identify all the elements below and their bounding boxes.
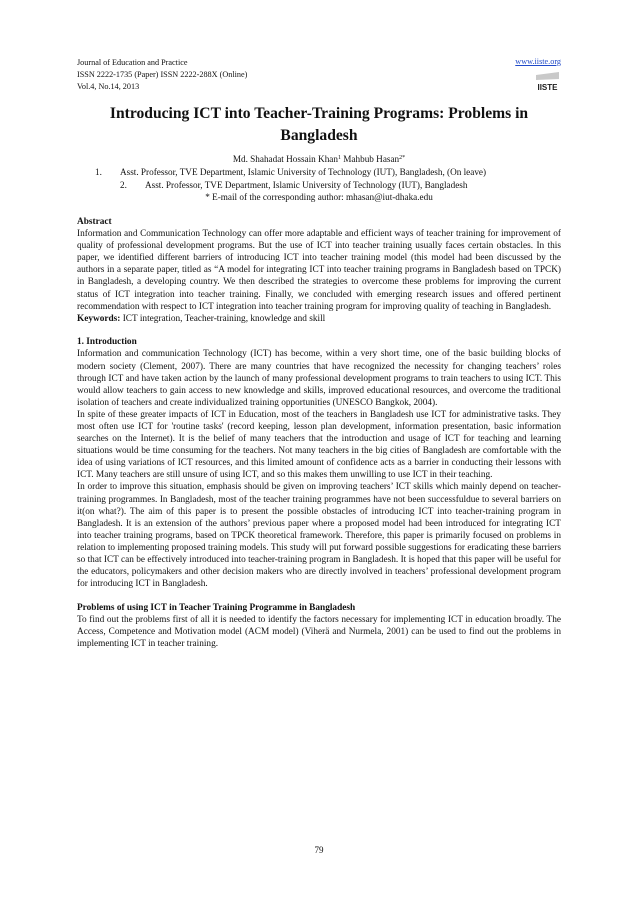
intro-paragraph-3: In order to improve this situation, emphasis should be given on improving teachers’ ICT skills which mainly depend on teacher-training programmes. In Bangladesh, most of the teacher training programmes have not been successfuldue to several barriers on it(on what?). The aim of this paper is to present the possible obstacles of introducing ICT into teacher-training program in Bangladesh. It is an extension of the authors’ previous paper where a proposed model had been introduced for integrating ICT into teacher training programs, based on TPCK theoretical framework. Therefore, this paper is primarily focused on problems in relation to implementing proposed training models. This study will put forward possible suggestions for eradicating these barriers so that ICT can be effectively introduced into teacher-training program in Bangladesh. It is hoped that this paper will be useful for the educators, policymakers and other decision makers who are directly involved in teachers’ professional development program for introducing ICT in Bangladesh. xyxy=(77,482,561,590)
problems-paragraph-1: To find out the problems first of all it is needed to identify the factors necessary for implementing ICT in education broadly. The Access, Competence and Motivation model (ACM model) (Viherä and Nurmela, 2001) can be used to find out the problems in implementing ICT in teacher training. xyxy=(77,614,561,650)
abstract-text: Information and Communication Technology can offer more adaptable and efficient ways of teacher training for improvement of quality of professional development programs. But the use of ICT into teacher training usually faces certain obstacles. In this paper, we identified different barriers of introducing ICT into teacher training model (this model had been discussed by the authors in a separate paper, titled as “A model for integrating ICT into teacher training programs in Bangladesh based on TPCK) in Bangladesh, a developing country. We then described the strategies to overcome these problems for improving the current status of ICT integration into teacher training. Finally, we concluded with emerging research issues and offered pertinent recommendation with respect to ICT integration into teacher training program for improving quality of teaching in Bangladesh. xyxy=(77,229,561,312)
intro-paragraph-1: Information and communication Technology (ICT) has become, within a very short time, one of the basic building blocks of modern society (Clement, 2007). There are many countries that have recognized the necessity for changing teachers’ roles through ICT and have taken action by the launch of many professional development programs to train teachers to using ICT. This would allow teachers to gain access to new knowledge and skills, improved educational resources, and overcome the traditional isolation of teachers and create individualized training opportunities (UNESCO Bangkok, 2004). xyxy=(77,349,561,408)
keywords-label: Keywords: xyxy=(77,313,121,324)
logo-text: IISTE xyxy=(537,83,558,92)
affiliation-1 xyxy=(95,166,486,179)
volume-line: Vol.4, No.14, 2013 xyxy=(77,82,140,92)
introduction-heading: 1. Introduction xyxy=(77,337,137,348)
running-header xyxy=(77,57,247,94)
paper-title xyxy=(70,103,568,146)
keywords-line xyxy=(77,313,561,325)
intro-paragraph-2: In spite of these greater impacts of ICT in Education, most of the teachers in Bangladesh use ICT for administrative tasks. They most often use ICT for 'routine tasks' (record keeping, lesson plan development, information presentation, basic information searches on the Internet). It is the belief of many teachers that the introduction and usage of ICT for teaching and learning situations would be time consuming for the teachers. Not many teachers in the big cities of Bangladesh are comfortable with the idea of using variations of ICT resources, and this limited amount of confidence acts as a barrier in conducting their lessons with ICT. Many teachers are still unsure of using ICT, and so this makes them unwilling to use ICT in their teaching. xyxy=(77,409,561,481)
author-1-mark: 1 xyxy=(337,155,341,161)
page-number: 79 xyxy=(314,845,324,855)
title-line-1: Introducing ICT into Teacher-Training Programs: Problems in xyxy=(109,105,529,122)
section-gap xyxy=(77,590,561,602)
problems-heading: Problems of using ICT in Teacher Training Programme in Bangladesh xyxy=(77,602,356,613)
affiliation-text: Asst. Professor, TVE Department, Islamic University of Technology (IUT), Bangladesh xyxy=(145,179,468,190)
iiste-logo xyxy=(534,71,561,93)
author-2: Mahbub Hasan xyxy=(340,154,400,164)
paper-body xyxy=(77,216,561,650)
author-1: Md. Shahadat Hossain Khan xyxy=(232,154,338,164)
affiliation-text: Asst. Professor, TVE Department, Islamic University of Technology (IUT), Bangladesh, (On leave) xyxy=(120,167,487,177)
affiliation-number: 2. xyxy=(120,179,127,190)
author-line xyxy=(77,153,561,166)
affiliation-2 xyxy=(120,179,467,192)
corresponding-email: * E-mail of the corresponding author: mhasan@iut-dhaka.edu xyxy=(205,192,433,202)
abstract-heading: Abstract xyxy=(77,217,112,227)
affiliation-number: 1. xyxy=(95,167,102,177)
author-2-mark: 2* xyxy=(399,155,406,161)
keywords-text: ICT integration, Teacher-training, knowledge and skill xyxy=(120,313,326,324)
journal-url-link[interactable]: www.iiste.org xyxy=(515,57,561,66)
journal-name: Journal of Education and Practice xyxy=(77,58,188,67)
title-line-2: Bangladesh xyxy=(280,126,358,144)
issn-line: ISSN 2222-1735 (Paper) ISSN 2222-288X (Online) xyxy=(77,70,248,80)
section-gap xyxy=(77,325,561,337)
